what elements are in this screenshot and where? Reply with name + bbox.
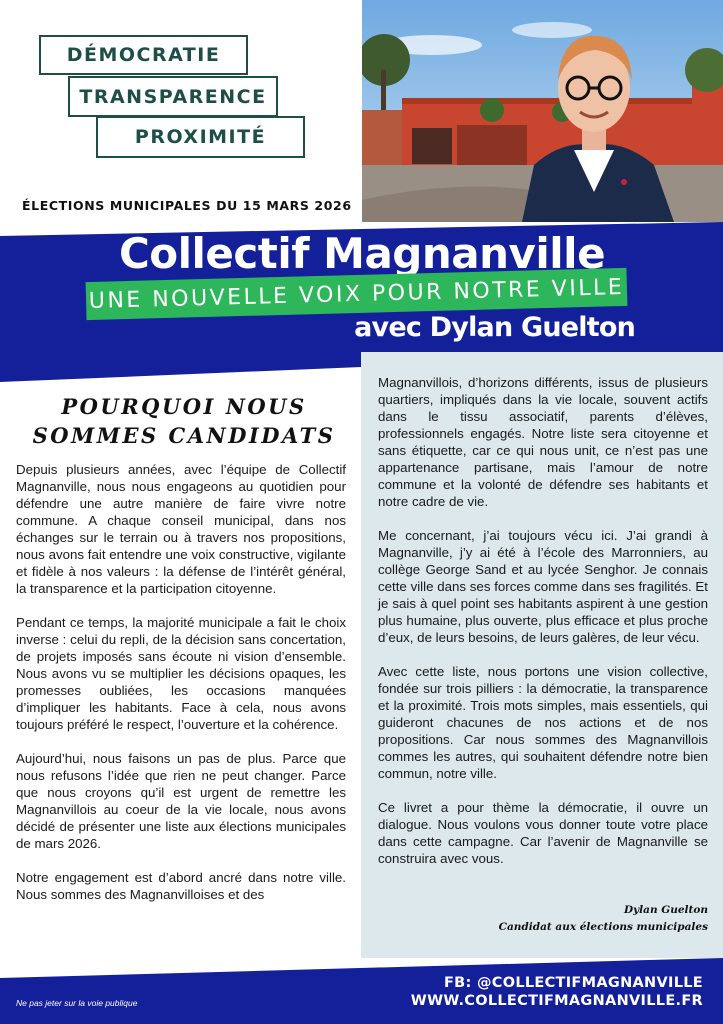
- website-link[interactable]: WWW.COLLECTIFMAGNANVILLE.FR: [410, 993, 703, 1009]
- footer-banner: [0, 958, 723, 1024]
- candidate-photo: [362, 0, 723, 222]
- paragraph: Aujourd’hui, nous faisons un pas de plus. Parce que nous refusons l’idée que rien ne peut changer. Parce que nous croyons qu’il est urgent de remettre les Magnanvillois au coeur de la vie locale, nous avons décidé de présenter une liste aux élections municipales de mars 2026.: [16, 751, 346, 851]
- signature: [420, 902, 708, 936]
- paragraph: Avec cette liste, nous portons une vision collective, fondée sur trois pilliers : la démocratie, la transparence et la proximité. Trois mots simples, mais essentiels, qui guideront chacunes de nos actions et de nos propositions. Car nous sommes des Magnanvillois commes les autres, qui souhaitent défendre notre bien commun, notre ville.: [378, 664, 708, 781]
- paragraph: Me concernant, j’ai toujours vécu ici. J’ai grandi à Magnanville, j’y ai été à l’école des Marronniers, au collège George Sand et au lycée Senghor. Je connais cette ville dans ses forces comme dans ses fragilités. Et je sais à quel point ses habitants aspirent à une gestion plus humaine, plus ouverte, plus efficace et plus proche d’eux, de leurs besoins, de leurs galères, de leur vécu.: [378, 528, 708, 645]
- footer-note: Ne pas jeter sur la voie publique: [16, 998, 138, 1008]
- right-column-text: [378, 374, 708, 867]
- slogan-text: UNE NOUVELLE VOIX POUR NOTRE VILLE: [88, 274, 625, 314]
- facebook-handle[interactable]: FB: @COLLECTIFMAGNANVILLE: [443, 975, 703, 991]
- signature-name: Dylan Guelton: [623, 904, 708, 916]
- election-date: ÉLECTIONS MUNICIPALES DU 15 MARS 2026: [22, 198, 352, 213]
- value-proximite: PROXIMITÉ: [96, 116, 305, 158]
- left-column-text: [16, 461, 346, 903]
- paragraph: Pendant ce temps, la majorité municipale a fait le choix inverse : celui du repli, de la décision sans concertation, de projets imposés sans écoute ni vision d’ensemble. Nous avons vu se multiplier les décisions opaques, les promesses oubliées, les occasions manquées d’impliquer les habitants. Face à cela, nous avons toujours préféré le respect, l’ouverture et la cohérence.: [16, 615, 346, 732]
- paragraph: Ce livret a pour thème la démocratie, il ouvre un dialogue. Nous voulons vous donner toute votre place dans cette campagne. Car l’avenir de Magnanville se construira avec vous.: [378, 800, 708, 866]
- signature-role: Candidat aux élections municipales: [498, 921, 708, 933]
- section-title: POURQUOI NOUS SOMMES CANDIDATS: [32, 394, 336, 448]
- paragraph: Notre engagement est d’abord ancré dans notre ville. Nous sommes des Magnanvilloises et des: [16, 870, 346, 902]
- value-democratie: DÉMOCRATIE: [39, 35, 248, 75]
- paragraph: Depuis plusieurs années, avec l’équipe de Collectif Magnanville, nous nous engageons au quotidien pour défendre une autre manière de faire vivre notre commune. A chaque conseil municipal, dans nos échanges sur le terrain ou à travers nos propositions, nous avons fait entendre une voix constructive, vigilante et fidèle à nos valeurs : la défense de l’intérêt général, la transparence et la participation citoyenne.: [16, 462, 346, 596]
- paragraph: Magnanvillois, d’horizons différents, issus de plusieurs quartiers, impliqués dans la vie locale, souvent actifs dans le tissu associatif, parents d’élèves, professionnels engagés. Notre liste sera citoyenne et sans étiquette, car ce qui nous unit, ce n’est pas une appartenance partisane, mais l’amour de notre commune et la volonté de défendre ses habitants et notre cadre de vie.: [378, 375, 708, 509]
- collective-title: Collectif Magnanville: [118, 229, 606, 278]
- candidate-name: avec Dylan Guelton: [354, 312, 635, 343]
- value-transparence: TRANSPARENCE: [68, 76, 278, 117]
